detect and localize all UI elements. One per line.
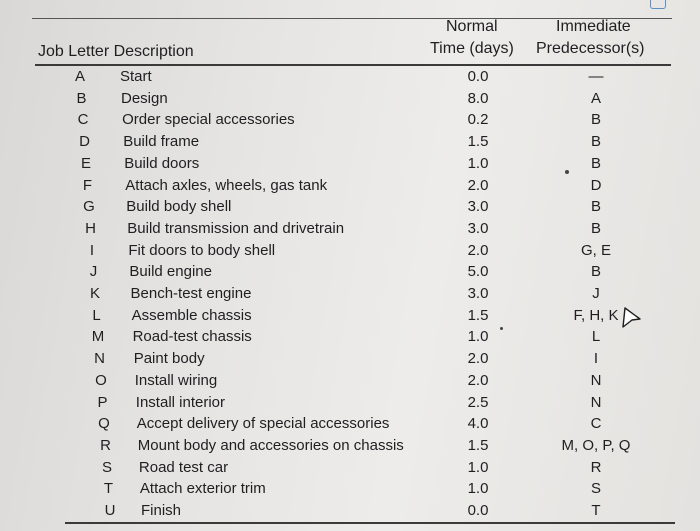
job-description: Build body shell bbox=[126, 198, 232, 216]
immediate-predecessors: B bbox=[590, 263, 601, 281]
normal-time: 1.0 bbox=[467, 154, 489, 172]
job-description: Paint body bbox=[133, 350, 205, 368]
table-row bbox=[0, 132, 700, 152]
job-description: Build transmission and drivetrain bbox=[127, 219, 345, 237]
table-row bbox=[0, 371, 700, 391]
immediate-predecessors: L bbox=[591, 328, 601, 346]
immediate-predecessors: D bbox=[590, 176, 602, 194]
job-description: Order special accessories bbox=[122, 111, 295, 129]
job-description: Mount body and accessories on chassis bbox=[137, 436, 404, 454]
table-row bbox=[0, 197, 700, 217]
job-description: Road test car bbox=[138, 458, 229, 476]
job-letter: N bbox=[94, 350, 105, 368]
job-letter: K bbox=[89, 285, 100, 302]
table-row bbox=[0, 110, 700, 130]
table-row bbox=[0, 414, 700, 434]
immediate-predecessors: F, H, K bbox=[573, 306, 619, 324]
immediate-predecessors: N bbox=[590, 371, 602, 389]
normal-time: 1.5 bbox=[467, 306, 489, 324]
job-description: Start bbox=[120, 68, 152, 85]
job-description: Accept delivery of special accessories bbox=[136, 415, 390, 433]
header-time-days: Time (days) bbox=[430, 40, 514, 57]
normal-time: 0.0 bbox=[467, 68, 489, 85]
job-letter: U bbox=[104, 502, 116, 519]
job-letter: C bbox=[77, 111, 89, 129]
job-description: Bench-test engine bbox=[130, 285, 252, 302]
job-letter: O bbox=[95, 371, 107, 389]
immediate-predecessors: T bbox=[591, 502, 601, 519]
job-letter: J bbox=[89, 263, 98, 281]
table-row bbox=[0, 458, 700, 478]
immediate-predecessors: M, O, P, Q bbox=[561, 436, 631, 454]
normal-time: 1.0 bbox=[467, 480, 489, 498]
table-row bbox=[0, 219, 700, 239]
header-predecessors: Predecessor(s) bbox=[536, 40, 645, 57]
job-description: Attach axles, wheels, gas tank bbox=[125, 176, 328, 194]
normal-time: 1.0 bbox=[467, 458, 489, 476]
header-normal: Normal bbox=[446, 18, 498, 35]
job-letter: B bbox=[76, 89, 87, 107]
immediate-predecessors: B bbox=[590, 198, 601, 216]
job-description: Finish bbox=[141, 502, 182, 519]
job-letter: Q bbox=[98, 415, 110, 433]
normal-time: 0.2 bbox=[467, 111, 489, 129]
job-letter: T bbox=[103, 480, 114, 498]
normal-time: 1.0 bbox=[467, 328, 489, 346]
job-letter: P bbox=[97, 393, 108, 411]
job-description: Build doors bbox=[124, 154, 200, 172]
table-row bbox=[0, 327, 700, 347]
normal-time: 2.0 bbox=[467, 350, 489, 368]
normal-time: 8.0 bbox=[467, 89, 489, 107]
job-letter: S bbox=[101, 458, 112, 476]
job-description: Design bbox=[121, 89, 168, 107]
normal-time: 0.0 bbox=[467, 502, 489, 519]
immediate-predecessors: S bbox=[590, 480, 601, 498]
header-job-letter-description: Job Letter Description bbox=[38, 43, 194, 60]
header-immediate: Immediate bbox=[556, 18, 631, 35]
immediate-predecessors: N bbox=[590, 393, 602, 411]
job-letter: H bbox=[85, 219, 96, 237]
table-row bbox=[0, 393, 700, 413]
job-letter: E bbox=[80, 154, 91, 172]
immediate-predecessors: A bbox=[590, 89, 601, 107]
table-row bbox=[0, 241, 700, 261]
table-row bbox=[0, 154, 700, 174]
normal-time: 2.5 bbox=[467, 393, 489, 411]
job-letter: M bbox=[91, 328, 105, 346]
normal-time: 4.0 bbox=[467, 415, 489, 433]
immediate-predecessors: I bbox=[593, 350, 599, 368]
immediate-predecessors: B bbox=[590, 219, 601, 237]
job-letter: L bbox=[92, 306, 101, 324]
job-letter: A bbox=[74, 68, 85, 85]
table-row bbox=[0, 262, 700, 282]
normal-time: 3.0 bbox=[467, 198, 489, 216]
window-corner-icon bbox=[650, 0, 666, 9]
normal-time: 3.0 bbox=[467, 219, 489, 237]
job-description: Road-test chassis bbox=[132, 328, 252, 346]
table-bottom-rule bbox=[65, 522, 675, 524]
table-row bbox=[0, 436, 700, 456]
job-description: Install interior bbox=[135, 393, 225, 411]
table-row bbox=[0, 67, 700, 87]
job-description: Fit doors to body shell bbox=[128, 241, 276, 259]
stray-dot bbox=[500, 327, 503, 330]
normal-time: 3.0 bbox=[467, 285, 489, 302]
cursor-arrow-icon bbox=[619, 305, 645, 331]
immediate-predecessors: B bbox=[590, 154, 601, 172]
stray-dot bbox=[565, 170, 569, 174]
job-description: Install wiring bbox=[134, 371, 218, 389]
job-description: Attach exterior trim bbox=[139, 480, 266, 498]
job-description: Build frame bbox=[123, 133, 200, 151]
table-row bbox=[0, 501, 700, 521]
normal-time: 1.5 bbox=[467, 133, 489, 151]
table-row bbox=[0, 349, 700, 369]
job-description: Build engine bbox=[129, 263, 212, 281]
job-letter: F bbox=[82, 176, 93, 194]
immediate-predecessors: C bbox=[590, 415, 602, 433]
job-letter: D bbox=[79, 133, 90, 151]
immediate-predecessors: J bbox=[592, 285, 600, 302]
normal-time: 1.5 bbox=[467, 436, 489, 454]
immediate-predecessors: B bbox=[590, 111, 601, 129]
table-row bbox=[0, 479, 700, 499]
immediate-predecessors: R bbox=[590, 458, 602, 476]
table-row bbox=[0, 284, 700, 304]
normal-time: 2.0 bbox=[467, 241, 489, 259]
table-row bbox=[0, 176, 700, 196]
table-row bbox=[0, 306, 700, 326]
immediate-predecessors: B bbox=[590, 133, 601, 151]
job-description: Assemble chassis bbox=[131, 306, 252, 324]
normal-time: 5.0 bbox=[467, 263, 489, 281]
header-rule bbox=[35, 64, 671, 66]
normal-time: 2.0 bbox=[467, 176, 489, 194]
job-letter: I bbox=[89, 241, 95, 259]
job-letter: R bbox=[100, 436, 111, 454]
job-letter: G bbox=[83, 198, 95, 216]
table-row bbox=[0, 89, 700, 109]
immediate-predecessors: — bbox=[588, 68, 604, 85]
normal-time: 2.0 bbox=[467, 371, 489, 389]
immediate-predecessors: G, E bbox=[580, 241, 611, 259]
